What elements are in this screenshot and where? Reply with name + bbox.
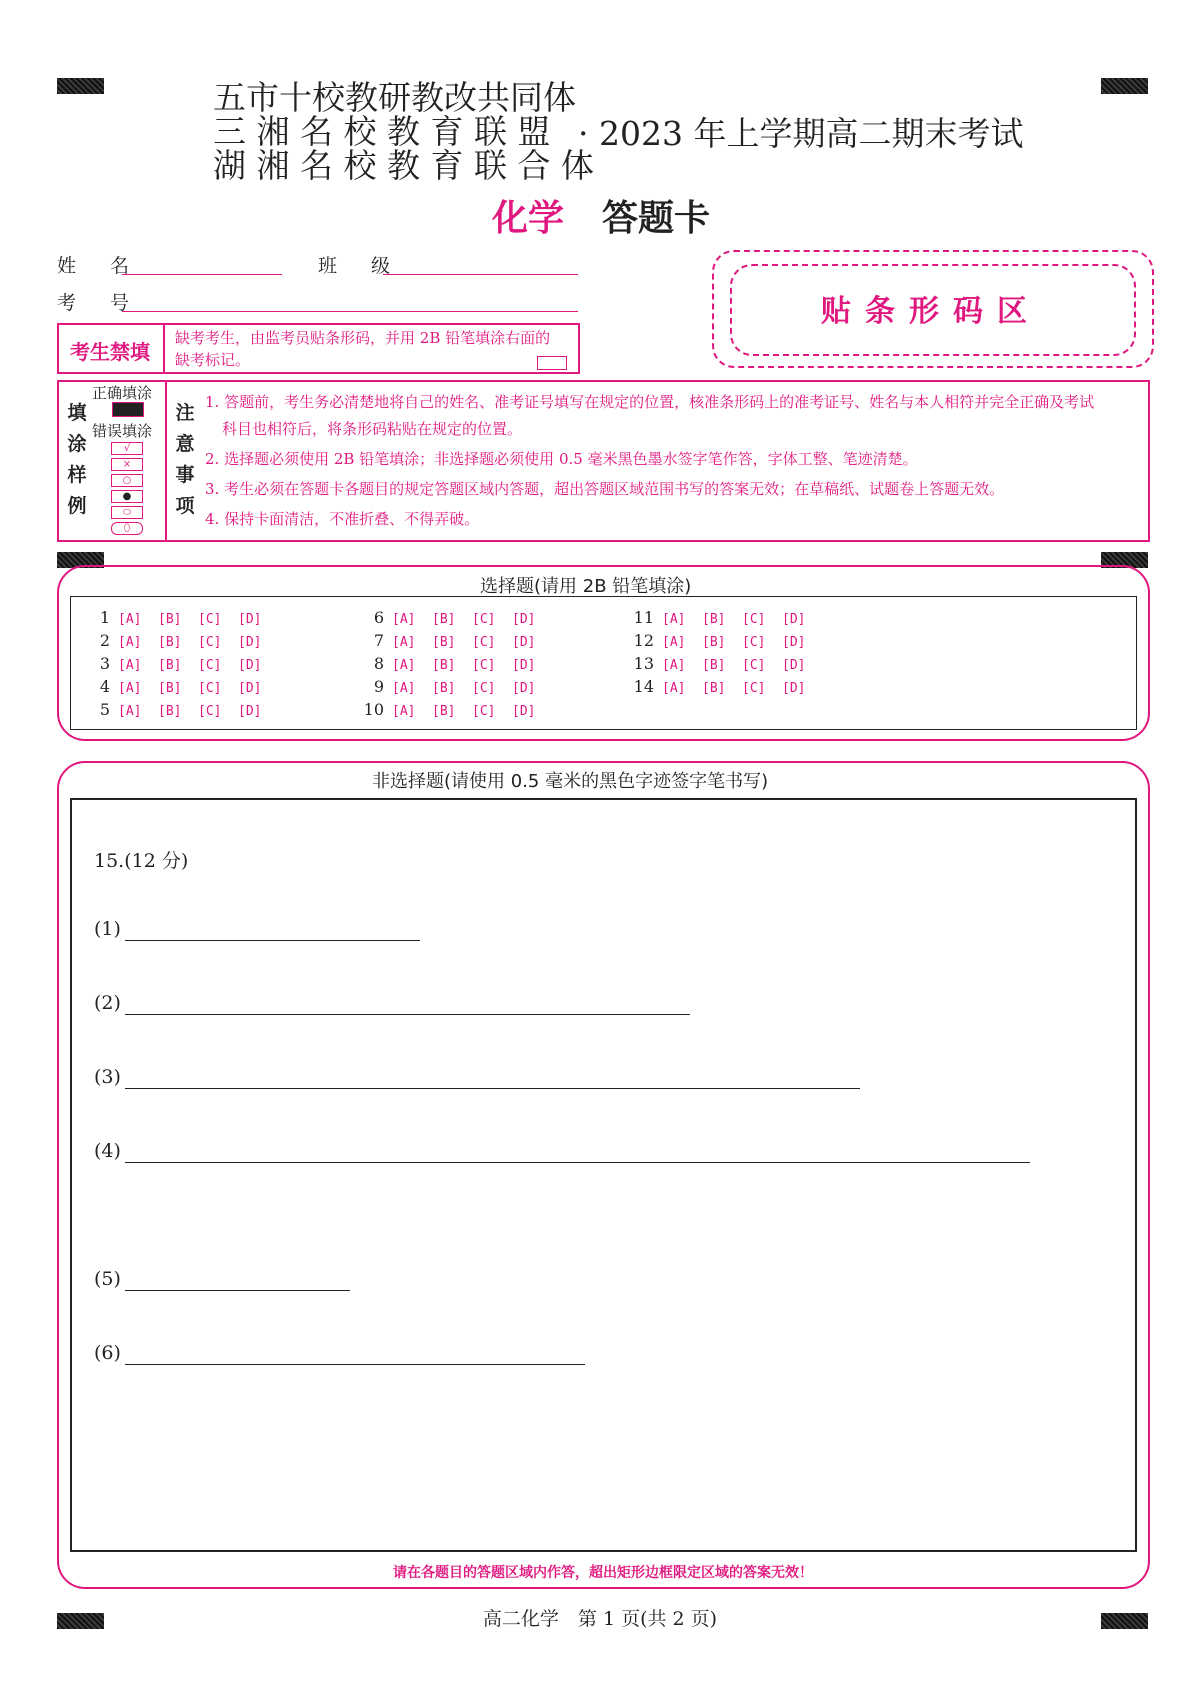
option-bubble-6-d[interactable]: [D] — [512, 612, 536, 627]
question-row-1 — [88, 608, 278, 627]
org-line-3: 湖 湘 名 校 教 育 联 合 体 — [213, 146, 594, 185]
option-bubble-4-d[interactable]: [D] — [238, 681, 262, 696]
notice-title-2: 意 — [175, 433, 195, 455]
part-1-answer-line[interactable] — [125, 940, 420, 941]
answer-frame[interactable] — [70, 798, 1137, 1552]
part-5-label: (5) — [94, 1268, 121, 1290]
correct-fill-sample — [112, 402, 144, 417]
option-bubble-2-b[interactable]: [B] — [158, 635, 182, 650]
question-number: 7 — [373, 631, 384, 650]
option-bubble-12-a[interactable]: [A] — [662, 635, 686, 650]
question-row-10 — [362, 700, 552, 719]
option-bubble-4-a[interactable]: [A] — [118, 681, 142, 696]
question-number: 3 — [99, 654, 110, 673]
option-bubble-2-a[interactable]: [A] — [118, 635, 142, 650]
name-label: 姓 名 — [57, 255, 144, 277]
free-response-title: 非选择题(请使用 0.5 毫米的黑色字迹签字笔书写) — [372, 771, 769, 792]
question-number: 4 — [99, 677, 110, 696]
option-bubble-14-c[interactable]: [C] — [742, 681, 766, 696]
question-row-5 — [88, 700, 278, 719]
org-line-1: 五市十校教研教改共同体 — [213, 78, 576, 117]
option-bubble-8-c[interactable]: [C] — [472, 658, 496, 673]
question-number: 1 — [99, 608, 110, 627]
option-bubble-12-d[interactable]: [D] — [782, 635, 806, 650]
notice-item-3: 3. 考生必须在答题卡各题目的规定答题区域内答题，超出答题区域范围书写的答案无效；在草稿纸、试题卷上答题无效。 — [205, 480, 1005, 498]
option-bubble-14-a[interactable]: [A] — [662, 681, 686, 696]
subject-title: 化学 — [492, 197, 565, 239]
option-bubble-5-b[interactable]: [B] — [158, 704, 182, 719]
option-bubble-10-b[interactable]: [B] — [432, 704, 456, 719]
option-bubble-11-a[interactable]: [A] — [662, 612, 686, 627]
option-bubble-1-b[interactable]: [B] — [158, 612, 182, 627]
option-bubble-7-c[interactable]: [C] — [472, 635, 496, 650]
option-bubble-3-c[interactable]: [C] — [198, 658, 222, 673]
option-bubble-13-d[interactable]: [D] — [782, 658, 806, 673]
option-bubble-1-a[interactable]: [A] — [118, 612, 142, 627]
question-row-14 — [632, 677, 822, 696]
part-5-answer-line[interactable] — [125, 1290, 350, 1291]
option-bubble-8-a[interactable]: [A] — [392, 658, 416, 673]
question-row-6 — [362, 608, 552, 627]
part-4-answer-line[interactable] — [125, 1162, 1030, 1163]
absent-mark-checkbox[interactable] — [537, 356, 567, 370]
question-row-2 — [88, 631, 278, 650]
part-2-label: (2) — [94, 992, 121, 1014]
option-bubble-10-a[interactable]: [A] — [392, 704, 416, 719]
instructions-divider — [165, 380, 167, 542]
question-row-4 — [88, 677, 278, 696]
question-number: 5 — [99, 700, 110, 719]
option-bubble-11-b[interactable]: [B] — [702, 612, 726, 627]
notice-item-4: 4. 保持卡面清洁，不准折叠、不得弄破。 — [205, 510, 480, 528]
question-row-7 — [362, 631, 552, 650]
option-bubble-9-a[interactable]: [A] — [392, 681, 416, 696]
wrong-fill-circle: ○ — [111, 474, 143, 487]
question-number: 10 — [363, 700, 384, 719]
option-bubble-1-d[interactable]: [D] — [238, 612, 262, 627]
absent-text-2: 缺考标记。 — [175, 351, 251, 369]
registration-mark-top-right — [1101, 78, 1148, 94]
question-number: 9 — [373, 677, 384, 696]
correct-fill-label: 正确填涂 — [92, 384, 153, 402]
option-bubble-12-c[interactable]: [C] — [742, 635, 766, 650]
option-bubble-13-b[interactable]: [B] — [702, 658, 726, 673]
option-bubble-12-b[interactable]: [B] — [702, 635, 726, 650]
question-number: 8 — [373, 654, 384, 673]
part-1-label: (1) — [94, 918, 121, 940]
part-6-answer-line[interactable] — [125, 1364, 585, 1365]
id-label: 考 号 — [57, 292, 144, 314]
option-bubble-4-b[interactable]: [B] — [158, 681, 182, 696]
wrong-fill-oval: ⬯ — [111, 522, 143, 535]
option-bubble-7-b[interactable]: [B] — [432, 635, 456, 650]
option-bubble-10-d[interactable]: [D] — [512, 704, 536, 719]
option-bubble-5-c[interactable]: [C] — [198, 704, 222, 719]
id-field[interactable] — [122, 311, 578, 312]
option-bubble-6-c[interactable]: [C] — [472, 612, 496, 627]
part-4-label: (4) — [94, 1140, 121, 1162]
question-row-13 — [632, 654, 822, 673]
card-title: 答题卡 — [602, 197, 711, 239]
fill-sample-title-1: 填 — [67, 402, 87, 424]
org-line-2: 三 湘 名 校 教 育 联 盟 — [213, 112, 551, 151]
wrong-fill-cross: × — [111, 458, 143, 471]
option-bubble-1-c[interactable]: [C] — [198, 612, 222, 627]
answer-area-warning: 请在各题目的答题区域内作答，超出矩形边框限定区域的答案无效！ — [393, 1565, 813, 1581]
option-bubble-10-c[interactable]: [C] — [472, 704, 496, 719]
option-bubble-7-d[interactable]: [D] — [512, 635, 536, 650]
question-row-12 — [632, 631, 822, 650]
absent-text-1: 缺考考生，由监考员贴条形码，并用 2B 铅笔填涂右面的 — [175, 329, 551, 347]
option-bubble-11-c[interactable]: [C] — [742, 612, 766, 627]
part-6-label: (6) — [94, 1342, 121, 1364]
notice-item-1: 1. 答题前，考生务必清楚地将自己的姓名、准考证号填写在规定的位置，核准条形码上的准考证号、姓名与本人相符并完全正确及考试 — [205, 393, 1095, 411]
class-field[interactable] — [383, 274, 578, 275]
wrong-fill-label: 错误填涂 — [92, 422, 153, 440]
part-3-label: (3) — [94, 1066, 121, 1088]
option-bubble-4-c[interactable]: [C] — [198, 681, 222, 696]
wrong-fill-check: √ — [111, 442, 143, 455]
class-label: 班 级 — [318, 255, 405, 277]
name-field[interactable] — [122, 274, 282, 275]
notice-item-2: 2. 选择题必须使用 2B 铅笔填涂；非选择题必须使用 0.5 毫米黑色墨水签字笔作答，字体工整、笔迹清楚。 — [205, 450, 918, 468]
page-footer: 高二化学 第 1 页(共 2 页) — [482, 1608, 718, 1630]
option-bubble-7-a[interactable]: [A] — [392, 635, 416, 650]
option-bubble-14-d[interactable]: [D] — [782, 681, 806, 696]
option-bubble-8-d[interactable]: [D] — [512, 658, 536, 673]
notice-item-1-cont: 科目也相符后，将条形码粘贴在规定的位置。 — [222, 420, 523, 438]
notice-title-1: 注 — [175, 402, 195, 424]
question-row-9 — [362, 677, 552, 696]
part-2-answer-line[interactable] — [125, 1014, 690, 1015]
question-row-8 — [362, 654, 552, 673]
multiple-choice-title: 选择题(请用 2B 铅笔填涂) — [480, 576, 692, 597]
absent-divider — [163, 323, 165, 374]
question-number: 2 — [99, 631, 110, 650]
option-bubble-9-b[interactable]: [B] — [432, 681, 456, 696]
option-bubble-9-c[interactable]: [C] — [472, 681, 496, 696]
question-number: 14 — [633, 677, 654, 696]
question-row-11 — [632, 608, 822, 627]
wrong-fill-partial: ⬭ — [111, 506, 143, 519]
fill-sample-title-3: 样 — [67, 464, 87, 486]
barcode-area-label: 贴条形码区 — [821, 294, 1041, 329]
fill-sample-title-2: 涂 — [67, 433, 87, 455]
fill-sample-title-4: 例 — [67, 495, 87, 517]
option-bubble-3-a[interactable]: [A] — [118, 658, 142, 673]
registration-mark-top-left — [57, 78, 104, 94]
option-bubble-13-a[interactable]: [A] — [662, 658, 686, 673]
option-bubble-3-d[interactable]: [D] — [238, 658, 262, 673]
part-3-answer-line[interactable] — [125, 1088, 860, 1089]
option-bubble-3-b[interactable]: [B] — [158, 658, 182, 673]
option-bubble-6-b[interactable]: [B] — [432, 612, 456, 627]
question-number: 12 — [633, 631, 654, 650]
wrong-fill-dot: ● — [111, 490, 143, 503]
question-row-3 — [88, 654, 278, 673]
option-bubble-2-c[interactable]: [C] — [198, 635, 222, 650]
option-bubble-8-b[interactable]: [B] — [432, 658, 456, 673]
absent-label: 考生禁填 — [70, 340, 150, 364]
notice-title-3: 事 — [175, 464, 195, 486]
question-number: 11 — [633, 608, 654, 627]
exam-title: · 2023 年上学期高二期末考试 — [578, 114, 1024, 153]
option-bubble-11-d[interactable]: [D] — [782, 612, 806, 627]
notice-title-4: 项 — [175, 495, 195, 517]
question-number: 13 — [633, 654, 654, 673]
option-bubble-13-c[interactable]: [C] — [742, 658, 766, 673]
question-15-header: 15.(12 分) — [94, 850, 189, 872]
option-bubble-5-d[interactable]: [D] — [238, 704, 262, 719]
option-bubble-2-d[interactable]: [D] — [238, 635, 262, 650]
option-bubble-6-a[interactable]: [A] — [392, 612, 416, 627]
question-number: 6 — [373, 608, 384, 627]
option-bubble-9-d[interactable]: [D] — [512, 681, 536, 696]
option-bubble-5-a[interactable]: [A] — [118, 704, 142, 719]
option-bubble-14-b[interactable]: [B] — [702, 681, 726, 696]
